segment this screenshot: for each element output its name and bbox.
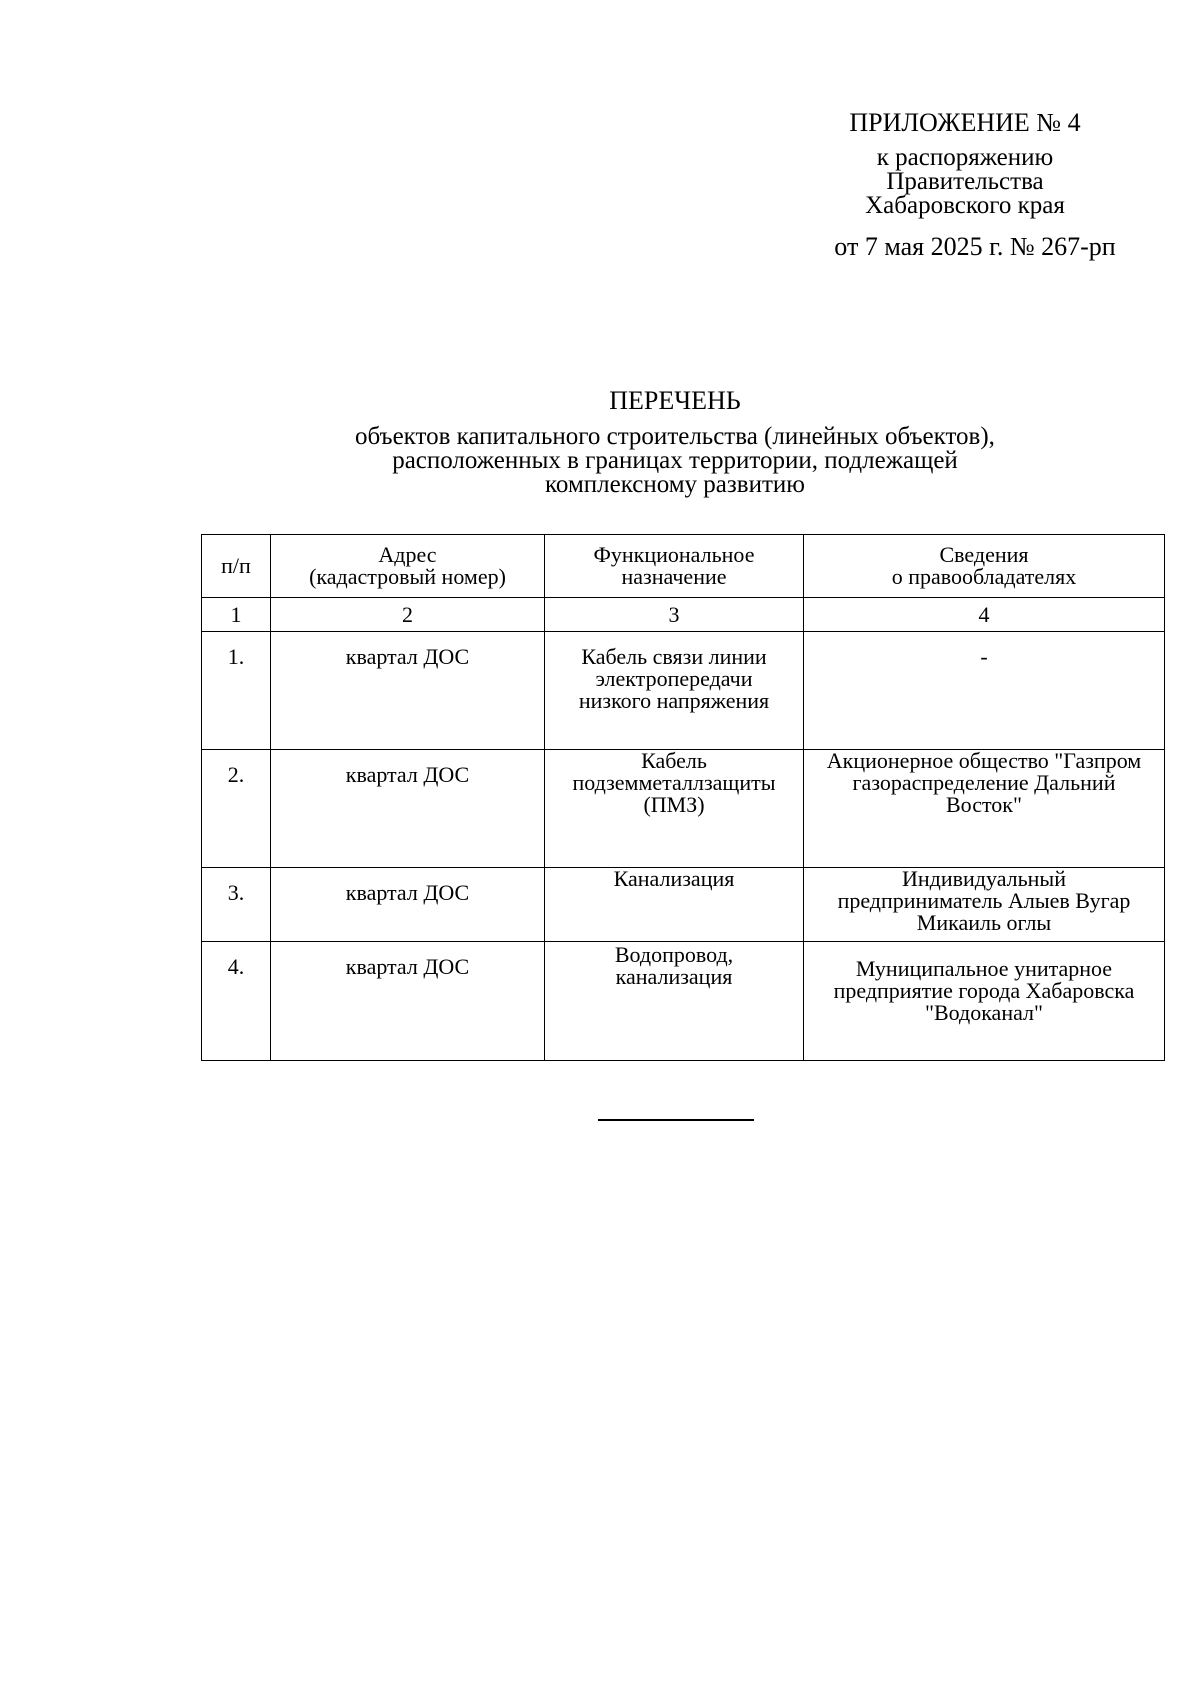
- row-owner-line: предприниматель Алыев Вугар: [837, 888, 1131, 913]
- row-owner-line: "Водоканал": [924, 1000, 1044, 1025]
- row-number: 2.: [202, 750, 271, 868]
- row-owner-line: Муниципальное унитарное: [855, 956, 1113, 981]
- row-owner-line: Индивидуальный: [902, 866, 1066, 891]
- row-purpose-line: низкого напряжения: [578, 688, 770, 713]
- appendix-line-1: к распоряжению: [876, 144, 1054, 171]
- header-number-label: п/п: [221, 553, 251, 578]
- row-owner: [804, 750, 1165, 868]
- table-row: [202, 750, 1165, 868]
- row-owner-line: Микаиль оглы: [916, 910, 1052, 935]
- column-number: 2: [271, 598, 545, 632]
- table-row: [202, 632, 1165, 750]
- appendix-line-3: Хабаровского края: [865, 192, 1065, 219]
- table-header-row: [202, 535, 1165, 598]
- row-purpose-line: Кабель связи линии: [581, 644, 767, 669]
- row-owner: [804, 632, 1165, 750]
- row-number: 1.: [202, 632, 271, 750]
- row-owner-line: предприятие города Хабаровска: [833, 978, 1135, 1003]
- row-purpose: [545, 942, 804, 1061]
- column-number: 1: [202, 598, 271, 632]
- row-purpose: [545, 632, 804, 750]
- header-purpose-line-2: назначение: [621, 564, 727, 589]
- column-number: 3: [545, 598, 804, 632]
- column-numbers-row: [202, 598, 1165, 632]
- row-number: 3.: [202, 868, 271, 942]
- row-address: квартал ДОС: [271, 868, 545, 942]
- document-heading: [0, 385, 1200, 497]
- row-owner-line: газораспределение Дальний: [852, 770, 1116, 795]
- closing-rule-line: [598, 1119, 754, 1121]
- row-owner-line: -: [980, 644, 988, 669]
- row-purpose-line: электропередачи: [595, 666, 753, 691]
- header-owner-line-2: о правообладателях: [891, 564, 1077, 589]
- appendix-title: ПРИЛОЖЕНИЕ № 4: [849, 108, 1081, 137]
- row-owner: [804, 942, 1165, 1061]
- row-address: квартал ДОС: [271, 942, 545, 1061]
- header-address-line-1: Адрес: [378, 542, 437, 567]
- row-owner: [804, 868, 1165, 942]
- document-subtitle-line-3: комплексному развитию: [545, 471, 805, 498]
- table-row: [202, 868, 1165, 942]
- row-address: квартал ДОС: [271, 750, 545, 868]
- header-address-line-2: (кадастровый номер): [309, 564, 506, 589]
- header-address: [271, 535, 545, 598]
- header-purpose: [545, 535, 804, 598]
- row-purpose-line: подземметаллзащиты: [572, 770, 776, 795]
- row-purpose: [545, 868, 804, 942]
- row-purpose-line: Водопровод,: [614, 942, 734, 967]
- objects-table: [201, 534, 1165, 1061]
- row-purpose-line: Кабель: [641, 748, 707, 773]
- row-owner-line: Акционерное общество "Газпром: [826, 748, 1142, 773]
- appendix-date: от 7 мая 2025 г. № 267-рп: [834, 232, 1116, 261]
- row-purpose-line: (ПМЗ): [643, 792, 705, 817]
- row-number: 4.: [202, 942, 271, 1061]
- row-purpose-line: Канализация: [613, 866, 735, 891]
- appendix-block: [790, 108, 1140, 218]
- document-subtitle-line-1: объектов капитального строительства (линейных объектов),: [355, 423, 995, 450]
- header-purpose-line-1: Функциональное: [593, 542, 755, 567]
- table-row: [202, 942, 1165, 1061]
- row-owner-line: Восток": [946, 792, 1022, 817]
- document-title: ПЕРЕЧЕНЬ: [609, 386, 741, 415]
- column-number: 4: [804, 598, 1165, 632]
- row-purpose-line: канализация: [615, 964, 733, 989]
- appendix-line-2: Правительства: [886, 168, 1044, 195]
- row-address: квартал ДОС: [271, 632, 545, 750]
- header-owner: [804, 535, 1165, 598]
- row-purpose: [545, 750, 804, 868]
- header-owner-line-1: Сведения: [939, 542, 1029, 567]
- header-number: [202, 535, 271, 598]
- document-subtitle-line-2: расположенных в границах территории, подлежащей: [392, 447, 958, 474]
